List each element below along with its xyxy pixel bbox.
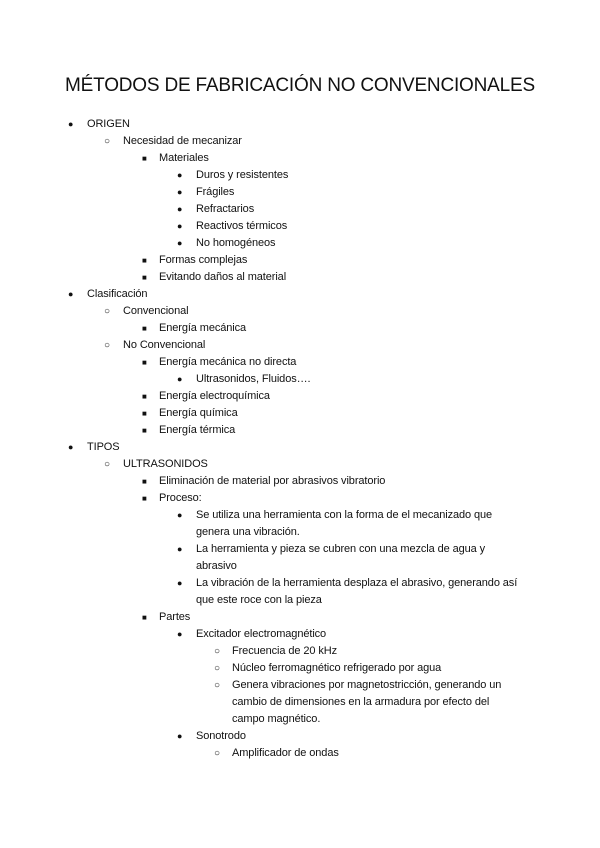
list-item: No Convencional	[123, 339, 206, 351]
bullet-circle: ○	[214, 663, 221, 674]
bullet-disc: ●	[68, 119, 74, 129]
bullet-circle: ○	[214, 748, 221, 759]
list-item: Genera vibraciones por magnetostricción, generando un	[232, 679, 502, 691]
list-item: Convencional	[123, 305, 189, 317]
list-item: Frecuencia de 20 kHz	[232, 645, 337, 657]
list-item: Duros y resistentes	[196, 169, 289, 181]
list-item: TIPOS	[87, 441, 120, 453]
list-item: Eliminación de material por abrasivos vibratorio	[159, 475, 386, 487]
bullet-disc: ●	[177, 510, 183, 520]
bullet-disc: ●	[177, 238, 183, 248]
bullet-disc: ●	[177, 204, 183, 214]
bullet-disc: ●	[177, 731, 183, 741]
bullet-circle: ○	[214, 646, 221, 657]
bullet-circle: ○	[214, 680, 221, 691]
list-item: ULTRASONIDOS	[123, 458, 208, 470]
list-item: Necesidad de mecanizar	[123, 135, 242, 147]
bullet-disc: ●	[68, 442, 74, 452]
list-item-continuation: campo magnético.	[232, 713, 321, 725]
list-item: ORIGEN	[87, 118, 130, 130]
list-item: Núcleo ferromagnético refrigerado por agua	[232, 662, 442, 674]
bullet-disc: ●	[177, 374, 183, 384]
list-item: Sonotrodo	[196, 730, 246, 742]
document-title: MÉTODOS DE FABRICACIÓN NO CONVENCIONALES	[65, 75, 535, 96]
bullet-square: ■	[142, 273, 147, 282]
list-item: Refractarios	[196, 203, 255, 215]
list-item: Energía mecánica	[159, 322, 247, 334]
list-item-continuation: genera una vibración.	[196, 526, 300, 538]
list-item-continuation: abrasivo	[196, 560, 237, 572]
bullet-square: ■	[142, 392, 147, 401]
list-item-continuation: cambio de dimensiones en la armadura por efecto del	[232, 696, 490, 708]
bullet-disc: ●	[68, 289, 74, 299]
bullet-square: ■	[142, 324, 147, 333]
list-item: Partes	[159, 611, 191, 623]
bullet-circle: ○	[104, 340, 111, 351]
list-item: Se utiliza una herramienta con la forma de el mecanizado que	[196, 509, 493, 521]
list-item: Materiales	[159, 152, 209, 164]
list-item: Ultrasonidos, Fluidos….	[196, 373, 311, 385]
list-item: Reactivos térmicos	[196, 220, 288, 232]
bullet-square: ■	[142, 494, 147, 503]
bullet-disc: ●	[177, 544, 183, 554]
bullet-square: ■	[142, 426, 147, 435]
bullet-circle: ○	[104, 459, 111, 470]
bullet-square: ■	[142, 256, 147, 265]
bullet-disc: ●	[177, 629, 183, 639]
bullet-square: ■	[142, 409, 147, 418]
bullet-square: ■	[142, 358, 147, 367]
list-item: No homogéneos	[196, 237, 276, 249]
list-item: Evitando daños al material	[159, 271, 287, 283]
bullet-circle: ○	[104, 136, 111, 147]
list-item: Energía mecánica no directa	[159, 356, 297, 368]
list-item-continuation: que este roce con la pieza	[196, 594, 322, 606]
list-item: Excitador electromagnético	[196, 628, 327, 640]
list-item: Clasificación	[87, 288, 148, 300]
bullet-disc: ●	[177, 578, 183, 588]
list-item: Proceso:	[159, 492, 202, 504]
bullet-disc: ●	[177, 170, 183, 180]
bullet-square: ■	[142, 613, 147, 622]
list-item: Amplificador de ondas	[232, 747, 339, 759]
list-item: La herramienta y pieza se cubren con una mezcla de agua y	[196, 543, 486, 555]
list-item: Formas complejas	[159, 254, 248, 266]
bullet-disc: ●	[177, 221, 183, 231]
bullet-circle: ○	[104, 306, 111, 317]
list-item: La vibración de la herramienta desplaza el abrasivo, generando así	[196, 577, 518, 589]
list-item: Energía química	[159, 407, 238, 419]
list-item: Energía electroquímica	[159, 390, 270, 402]
bullet-square: ■	[142, 477, 147, 486]
list-item: Frágiles	[196, 186, 235, 198]
bullet-square: ■	[142, 154, 147, 163]
list-item: Energía térmica	[159, 424, 236, 436]
bullet-disc: ●	[177, 187, 183, 197]
